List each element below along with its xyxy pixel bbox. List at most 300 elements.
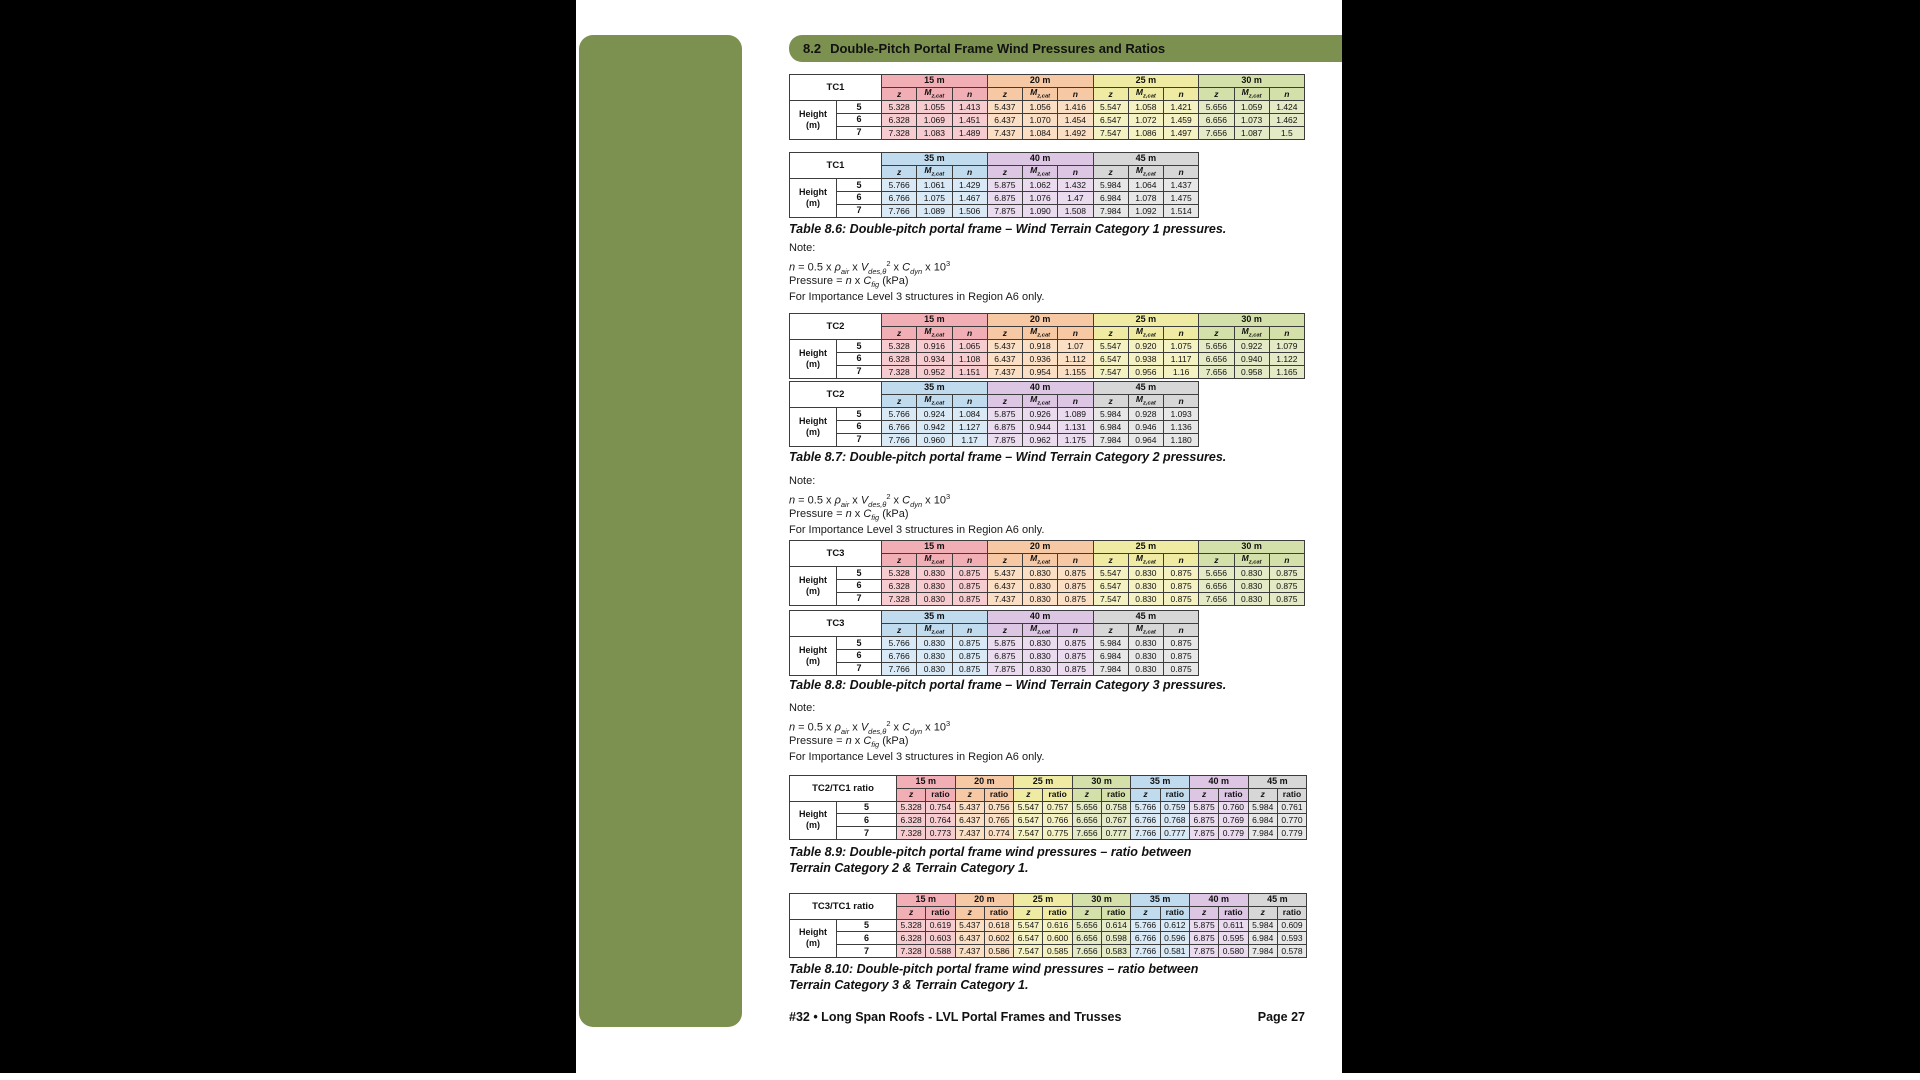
data-cell: 1.079 bbox=[1269, 340, 1304, 353]
section-title: Double-Pitch Portal Frame Wind Pressures and Ratios bbox=[830, 41, 1166, 56]
subcolumn-header: z bbox=[1093, 394, 1128, 407]
data-cell: 1.467 bbox=[952, 192, 987, 205]
data-cell: 6.766 bbox=[882, 192, 917, 205]
data-cell: 0.609 bbox=[1277, 919, 1306, 932]
note-importance: For Importance Level 3 structures in Region A6 only. bbox=[789, 751, 1045, 764]
data-cell: 1.075 bbox=[917, 192, 952, 205]
data-cell: 0.875 bbox=[1164, 592, 1199, 605]
data-cell: 5.656 bbox=[1199, 101, 1234, 114]
subcolumn-header: n bbox=[1058, 394, 1093, 407]
data-cell: 1.413 bbox=[952, 101, 987, 114]
group-header: 20 m bbox=[987, 75, 1093, 88]
caption-table-8-7: Table 8.7: Double-pitch portal frame – Wind Terrain Category 2 pressures. bbox=[789, 450, 1227, 464]
subcolumn-header: z bbox=[897, 906, 926, 919]
data-cell: 1.090 bbox=[1023, 204, 1058, 217]
data-cell: 1.175 bbox=[1058, 433, 1093, 446]
data-cell: 0.830 bbox=[1128, 662, 1163, 675]
row-group-header: Height (m) bbox=[790, 408, 837, 446]
data-cell: 0.602 bbox=[984, 932, 1013, 945]
data-cell: 7.656 bbox=[1199, 592, 1234, 605]
data-cell: 6.875 bbox=[987, 650, 1022, 663]
data-cell: 1.497 bbox=[1164, 126, 1199, 139]
data-cell: 7.437 bbox=[987, 126, 1022, 139]
data-cell: 0.578 bbox=[1277, 945, 1306, 958]
subcolumn-header: $M_{z,cat}$ bbox=[917, 553, 952, 566]
data-cell: 5.547 bbox=[1014, 919, 1043, 932]
data-cell: 1.451 bbox=[952, 114, 987, 127]
data-cell: 5.437 bbox=[955, 801, 984, 814]
data-cell: 0.875 bbox=[1058, 580, 1093, 593]
subcolumn-header: z bbox=[882, 553, 917, 566]
group-header: 45 m bbox=[1248, 894, 1307, 907]
data-cell: 7.437 bbox=[987, 365, 1022, 378]
data-cell: 7.437 bbox=[955, 945, 984, 958]
table-tc3-35-45m-grid bbox=[789, 610, 1199, 676]
group-header: 45 m bbox=[1093, 611, 1199, 624]
group-header: 35 m bbox=[882, 153, 988, 166]
data-cell: 5.875 bbox=[987, 408, 1022, 421]
data-cell: 0.775 bbox=[1043, 827, 1072, 840]
note-formula: n = 0.5 x $\rho_{air}$ x $V_{des,\theta}^2$ x $C_{dyn}$ x $10^3$ bbox=[789, 719, 951, 737]
data-cell: 0.830 bbox=[1023, 637, 1058, 650]
data-cell: 0.875 bbox=[952, 592, 987, 605]
data-cell: 0.754 bbox=[926, 801, 955, 814]
subcolumn-header: ratio bbox=[1219, 906, 1248, 919]
subcolumn-header: n bbox=[1269, 553, 1304, 566]
data-cell: 1.07 bbox=[1058, 340, 1093, 353]
table-tc1-15-30m-grid bbox=[789, 74, 1305, 140]
data-cell: 1.492 bbox=[1058, 126, 1093, 139]
data-cell: 6.984 bbox=[1093, 421, 1128, 434]
data-cell: 1.424 bbox=[1269, 101, 1304, 114]
row-group-header: Height (m) bbox=[790, 801, 837, 839]
data-cell: 1.5 bbox=[1269, 126, 1304, 139]
data-cell: 6.984 bbox=[1093, 650, 1128, 663]
subcolumn-header: $M_{z,cat}$ bbox=[917, 623, 952, 636]
data-cell: 0.875 bbox=[1164, 662, 1199, 675]
data-cell: 5.656 bbox=[1199, 340, 1234, 353]
table-tc2-15-30m bbox=[789, 313, 1305, 379]
row-label: 6 bbox=[837, 580, 882, 593]
note-pressure-formula: Pressure = n x $C_{fig}$ (kPa) bbox=[789, 507, 909, 522]
data-cell: 5.875 bbox=[987, 179, 1022, 192]
data-cell: 6.875 bbox=[987, 192, 1022, 205]
data-cell: 7.328 bbox=[882, 592, 917, 605]
data-cell: 1.117 bbox=[1164, 353, 1199, 366]
data-cell: 0.830 bbox=[1128, 637, 1163, 650]
subcolumn-header: z bbox=[1199, 553, 1234, 566]
data-cell: 7.875 bbox=[987, 204, 1022, 217]
table-tc3-15-30m-grid bbox=[789, 540, 1305, 606]
group-header: 15 m bbox=[882, 541, 988, 554]
row-label: 6 bbox=[837, 192, 882, 205]
row-label: 6 bbox=[837, 353, 882, 366]
subcolumn-header: n bbox=[1269, 87, 1304, 100]
subcolumn-header: $M_{z,cat}$ bbox=[1023, 87, 1058, 100]
data-cell: 1.489 bbox=[952, 126, 987, 139]
row-label: 7 bbox=[837, 827, 897, 840]
data-cell: 7.766 bbox=[1131, 827, 1160, 840]
caption-line-2: Terrain Category 3 & Terrain Category 1. bbox=[789, 977, 1029, 992]
subcolumn-header: n bbox=[1164, 394, 1199, 407]
subcolumn-header: n bbox=[952, 326, 987, 339]
row-label: 7 bbox=[837, 945, 897, 958]
subcolumn-header: $M_{z,cat}$ bbox=[1023, 623, 1058, 636]
row-label: 6 bbox=[837, 114, 882, 127]
data-cell: 1.151 bbox=[952, 365, 987, 378]
data-cell: 0.830 bbox=[917, 662, 952, 675]
group-header: 15 m bbox=[882, 314, 988, 327]
group-header: 25 m bbox=[1093, 314, 1199, 327]
data-cell: 7.547 bbox=[1093, 365, 1128, 378]
table-tc2-tc1-ratio bbox=[789, 775, 1307, 840]
data-cell: 1.459 bbox=[1164, 114, 1199, 127]
data-cell: 1.065 bbox=[952, 340, 987, 353]
data-cell: 0.830 bbox=[1023, 662, 1058, 675]
data-cell: 1.108 bbox=[952, 353, 987, 366]
data-cell: 0.830 bbox=[1023, 592, 1058, 605]
row-label: 5 bbox=[837, 340, 882, 353]
data-cell: 0.596 bbox=[1160, 932, 1189, 945]
data-cell: 0.926 bbox=[1023, 408, 1058, 421]
caption-table-8-6: Table 8.6: Double-pitch portal frame – Wind Terrain Category 1 pressures. bbox=[789, 222, 1227, 236]
data-cell: 0.875 bbox=[1058, 567, 1093, 580]
group-header: 35 m bbox=[882, 382, 988, 395]
row-label: 7 bbox=[837, 433, 882, 446]
data-cell: 1.092 bbox=[1128, 204, 1163, 217]
data-cell: 6.984 bbox=[1248, 932, 1277, 945]
data-cell: 5.875 bbox=[1189, 801, 1218, 814]
data-cell: 6.547 bbox=[1093, 353, 1128, 366]
data-cell: 7.984 bbox=[1248, 827, 1277, 840]
data-cell: 0.766 bbox=[1043, 814, 1072, 827]
row-label: 6 bbox=[837, 650, 882, 663]
subcolumn-header: ratio bbox=[926, 906, 955, 919]
subcolumn-header: z bbox=[1248, 788, 1277, 801]
data-cell: 6.656 bbox=[1072, 814, 1101, 827]
data-cell: 5.437 bbox=[955, 919, 984, 932]
data-cell: 6.437 bbox=[955, 814, 984, 827]
note-formula: n = 0.5 x $\rho_{air}$ x $V_{des,\theta}^2$ x $C_{dyn}$ x $10^3$ bbox=[789, 492, 951, 510]
group-header: 30 m bbox=[1072, 776, 1131, 789]
data-cell: 1.112 bbox=[1058, 353, 1093, 366]
data-cell: 5.766 bbox=[882, 179, 917, 192]
row-label: 5 bbox=[837, 919, 897, 932]
data-cell: 1.062 bbox=[1023, 179, 1058, 192]
data-cell: 7.437 bbox=[987, 592, 1022, 605]
data-cell: 1.16 bbox=[1164, 365, 1199, 378]
data-cell: 1.47 bbox=[1058, 192, 1093, 205]
table-tc2-35-45m-grid bbox=[789, 381, 1199, 447]
data-cell: 0.875 bbox=[1269, 592, 1304, 605]
subcolumn-header: $M_{z,cat}$ bbox=[1128, 165, 1163, 178]
subcolumn-header: n bbox=[952, 165, 987, 178]
data-cell: 0.962 bbox=[1023, 433, 1058, 446]
subcolumn-header: $M_{z,cat}$ bbox=[1023, 553, 1058, 566]
data-cell: 7.984 bbox=[1093, 433, 1128, 446]
subcolumn-header: n bbox=[1164, 553, 1199, 566]
data-cell: 5.656 bbox=[1199, 567, 1234, 580]
data-cell: 5.766 bbox=[1131, 801, 1160, 814]
subcolumn-header: $M_{z,cat}$ bbox=[1234, 326, 1269, 339]
subcolumn-header: z bbox=[955, 788, 984, 801]
data-cell: 1.127 bbox=[952, 421, 987, 434]
data-cell: 0.830 bbox=[917, 637, 952, 650]
row-group-header: Height (m) bbox=[790, 567, 837, 605]
data-cell: 6.766 bbox=[1131, 814, 1160, 827]
data-cell: 5.547 bbox=[1093, 567, 1128, 580]
row-label: 7 bbox=[837, 365, 882, 378]
data-cell: 0.875 bbox=[1058, 637, 1093, 650]
corner-label: TC3/TC1 ratio bbox=[790, 894, 897, 920]
group-header: 25 m bbox=[1014, 894, 1073, 907]
group-header: 35 m bbox=[1131, 894, 1190, 907]
data-cell: 1.462 bbox=[1269, 114, 1304, 127]
data-cell: 1.089 bbox=[1058, 408, 1093, 421]
subcolumn-header: $M_{z,cat}$ bbox=[1128, 623, 1163, 636]
row-label: 5 bbox=[837, 637, 882, 650]
subcolumn-header: $M_{z,cat}$ bbox=[917, 326, 952, 339]
corner-label: TC1 bbox=[790, 75, 882, 101]
data-cell: 6.437 bbox=[987, 580, 1022, 593]
row-label: 5 bbox=[837, 179, 882, 192]
data-cell: 0.940 bbox=[1234, 353, 1269, 366]
data-cell: 0.830 bbox=[1234, 580, 1269, 593]
data-cell: 0.875 bbox=[1058, 662, 1093, 675]
data-cell: 1.064 bbox=[1128, 179, 1163, 192]
data-cell: 6.766 bbox=[1131, 932, 1160, 945]
subcolumn-header: z bbox=[1014, 788, 1043, 801]
data-cell: 0.920 bbox=[1128, 340, 1163, 353]
data-cell: 5.875 bbox=[1189, 919, 1218, 932]
data-cell: 0.830 bbox=[917, 567, 952, 580]
subcolumn-header: z bbox=[882, 87, 917, 100]
data-cell: 1.421 bbox=[1164, 101, 1199, 114]
data-cell: 7.437 bbox=[955, 827, 984, 840]
subcolumn-header: z bbox=[882, 326, 917, 339]
data-cell: 0.611 bbox=[1219, 919, 1248, 932]
data-cell: 7.875 bbox=[987, 662, 1022, 675]
data-cell: 0.875 bbox=[1164, 650, 1199, 663]
data-cell: 0.600 bbox=[1043, 932, 1072, 945]
data-cell: 6.766 bbox=[882, 650, 917, 663]
data-cell: 0.585 bbox=[1043, 945, 1072, 958]
data-cell: 0.614 bbox=[1102, 919, 1131, 932]
data-cell: 5.766 bbox=[882, 637, 917, 650]
data-cell: 5.437 bbox=[987, 340, 1022, 353]
subcolumn-header: n bbox=[1058, 87, 1093, 100]
data-cell: 7.328 bbox=[882, 126, 917, 139]
data-cell: 5.656 bbox=[1072, 919, 1101, 932]
data-cell: 7.766 bbox=[882, 662, 917, 675]
corner-label: TC2 bbox=[790, 382, 882, 408]
subcolumn-header: z bbox=[987, 326, 1022, 339]
data-cell: 6.766 bbox=[882, 421, 917, 434]
data-cell: 7.328 bbox=[882, 365, 917, 378]
data-cell: 0.830 bbox=[1023, 580, 1058, 593]
data-cell: 5.328 bbox=[882, 340, 917, 353]
row-label: 5 bbox=[837, 408, 882, 421]
subcolumn-header: z bbox=[1248, 906, 1277, 919]
data-cell: 1.075 bbox=[1164, 340, 1199, 353]
data-cell: 0.954 bbox=[1023, 365, 1058, 378]
data-cell: 5.984 bbox=[1093, 179, 1128, 192]
data-cell: 0.956 bbox=[1128, 365, 1163, 378]
data-cell: 7.328 bbox=[897, 945, 926, 958]
corner-label: TC2 bbox=[790, 314, 882, 340]
data-cell: 0.756 bbox=[984, 801, 1013, 814]
subcolumn-header: n bbox=[1058, 623, 1093, 636]
data-cell: 7.875 bbox=[1189, 945, 1218, 958]
data-cell: 7.766 bbox=[882, 433, 917, 446]
data-cell: 1.131 bbox=[1058, 421, 1093, 434]
data-cell: 1.416 bbox=[1058, 101, 1093, 114]
data-cell: 1.084 bbox=[1023, 126, 1058, 139]
table-tc3-35-45m bbox=[789, 610, 1199, 676]
subcolumn-header: $M_{z,cat}$ bbox=[1023, 165, 1058, 178]
data-cell: 0.774 bbox=[984, 827, 1013, 840]
data-cell: 0.928 bbox=[1128, 408, 1163, 421]
data-cell: 6.656 bbox=[1199, 114, 1234, 127]
page-bottom-margin bbox=[0, 1073, 1920, 1080]
data-cell: 6.875 bbox=[987, 421, 1022, 434]
data-cell: 1.069 bbox=[917, 114, 952, 127]
data-cell: 0.830 bbox=[1128, 650, 1163, 663]
data-cell: 0.765 bbox=[984, 814, 1013, 827]
data-cell: 5.328 bbox=[897, 801, 926, 814]
sidebar-green-panel bbox=[579, 35, 742, 1027]
caption-line-1: Table 8.10: Double-pitch portal frame wind pressures – ratio between bbox=[789, 962, 1199, 976]
row-label: 6 bbox=[837, 814, 897, 827]
data-cell: 5.766 bbox=[882, 408, 917, 421]
data-cell: 0.773 bbox=[926, 827, 955, 840]
group-header: 15 m bbox=[882, 75, 988, 88]
data-cell: 0.875 bbox=[1269, 580, 1304, 593]
data-cell: 0.875 bbox=[1269, 567, 1304, 580]
subcolumn-header: z bbox=[1014, 906, 1043, 919]
data-cell: 1.072 bbox=[1128, 114, 1163, 127]
data-cell: 5.437 bbox=[987, 567, 1022, 580]
corner-label: TC3 bbox=[790, 541, 882, 567]
group-header: 15 m bbox=[897, 894, 956, 907]
subcolumn-header: z bbox=[1189, 906, 1218, 919]
data-cell: 7.547 bbox=[1014, 945, 1043, 958]
subcolumn-header: z bbox=[987, 394, 1022, 407]
data-cell: 0.875 bbox=[952, 637, 987, 650]
subcolumn-header: $M_{z,cat}$ bbox=[1128, 553, 1163, 566]
data-cell: 6.656 bbox=[1199, 353, 1234, 366]
data-cell: 6.875 bbox=[1189, 814, 1218, 827]
row-label: 7 bbox=[837, 204, 882, 217]
subcolumn-header: n bbox=[952, 87, 987, 100]
row-group-header: Height (m) bbox=[790, 101, 837, 139]
group-header: 25 m bbox=[1014, 776, 1073, 789]
subcolumn-header: z bbox=[1093, 326, 1128, 339]
data-cell: 0.964 bbox=[1128, 433, 1163, 446]
subcolumn-header: $M_{z,cat}$ bbox=[1128, 326, 1163, 339]
data-cell: 1.432 bbox=[1058, 179, 1093, 192]
data-cell: 0.758 bbox=[1102, 801, 1131, 814]
data-cell: 0.875 bbox=[1164, 567, 1199, 580]
data-cell: 1.429 bbox=[952, 179, 987, 192]
data-cell: 6.547 bbox=[1093, 580, 1128, 593]
data-cell: 1.073 bbox=[1234, 114, 1269, 127]
data-cell: 7.656 bbox=[1199, 365, 1234, 378]
corner-label: TC3 bbox=[790, 611, 882, 637]
note-pressure-formula: Pressure = n x $C_{fig}$ (kPa) bbox=[789, 734, 909, 749]
group-header: 40 m bbox=[987, 382, 1093, 395]
data-cell: 0.580 bbox=[1219, 945, 1248, 958]
subcolumn-header: n bbox=[952, 394, 987, 407]
table-tc1-35-45m bbox=[789, 152, 1199, 218]
data-cell: 7.984 bbox=[1248, 945, 1277, 958]
data-cell: 6.437 bbox=[955, 932, 984, 945]
note-label: Note: bbox=[789, 475, 816, 487]
data-cell: 0.875 bbox=[952, 567, 987, 580]
data-cell: 0.918 bbox=[1023, 340, 1058, 353]
caption-table-8-8: Table 8.8: Double-pitch portal frame – Wind Terrain Category 3 pressures. bbox=[789, 678, 1227, 692]
data-cell: 0.830 bbox=[917, 592, 952, 605]
data-cell: 0.612 bbox=[1160, 919, 1189, 932]
data-cell: 6.328 bbox=[882, 114, 917, 127]
data-cell: 1.087 bbox=[1234, 126, 1269, 139]
data-cell: 7.547 bbox=[1014, 827, 1043, 840]
footer-publication: #32 • Long Span Roofs - LVL Portal Frames and Trusses bbox=[789, 1010, 1122, 1024]
data-cell: 5.984 bbox=[1093, 637, 1128, 650]
subcolumn-header: ratio bbox=[1160, 788, 1189, 801]
data-cell: 7.766 bbox=[882, 204, 917, 217]
data-cell: 1.475 bbox=[1164, 192, 1199, 205]
row-label: 6 bbox=[837, 421, 882, 434]
data-cell: 0.875 bbox=[952, 662, 987, 675]
data-cell: 1.055 bbox=[917, 101, 952, 114]
subcolumn-header: n bbox=[952, 623, 987, 636]
data-cell: 0.924 bbox=[917, 408, 952, 421]
data-cell: 0.619 bbox=[926, 919, 955, 932]
group-header: 40 m bbox=[1189, 894, 1248, 907]
data-cell: 7.547 bbox=[1093, 592, 1128, 605]
data-cell: 5.984 bbox=[1248, 919, 1277, 932]
data-cell: 0.768 bbox=[1160, 814, 1189, 827]
subcolumn-header: ratio bbox=[926, 788, 955, 801]
table-tc1-15-30m bbox=[789, 74, 1305, 140]
subcolumn-header: z bbox=[987, 553, 1022, 566]
data-cell: 0.583 bbox=[1102, 945, 1131, 958]
subcolumn-header: z bbox=[1131, 906, 1160, 919]
caption-line-2: Terrain Category 2 & Terrain Category 1. bbox=[789, 860, 1029, 875]
data-cell: 1.070 bbox=[1023, 114, 1058, 127]
subcolumn-header: $M_{z,cat}$ bbox=[917, 165, 952, 178]
subcolumn-header: z bbox=[1072, 788, 1101, 801]
data-cell: 0.586 bbox=[984, 945, 1013, 958]
caption-table-8-10 bbox=[789, 962, 1319, 993]
subcolumn-header: ratio bbox=[1102, 906, 1131, 919]
data-cell: 0.593 bbox=[1277, 932, 1306, 945]
data-cell: 0.938 bbox=[1128, 353, 1163, 366]
group-header: 30 m bbox=[1199, 314, 1305, 327]
group-header: 45 m bbox=[1093, 153, 1199, 166]
group-header: 40 m bbox=[987, 153, 1093, 166]
subcolumn-header: z bbox=[987, 623, 1022, 636]
data-cell: 5.984 bbox=[1248, 801, 1277, 814]
data-cell: 0.875 bbox=[1058, 650, 1093, 663]
data-cell: 0.944 bbox=[1023, 421, 1058, 434]
subcolumn-header: ratio bbox=[984, 788, 1013, 801]
data-cell: 0.764 bbox=[926, 814, 955, 827]
note-importance: For Importance Level 3 structures in Region A6 only. bbox=[789, 291, 1045, 304]
data-cell: 5.328 bbox=[882, 101, 917, 114]
data-cell: 0.616 bbox=[1043, 919, 1072, 932]
